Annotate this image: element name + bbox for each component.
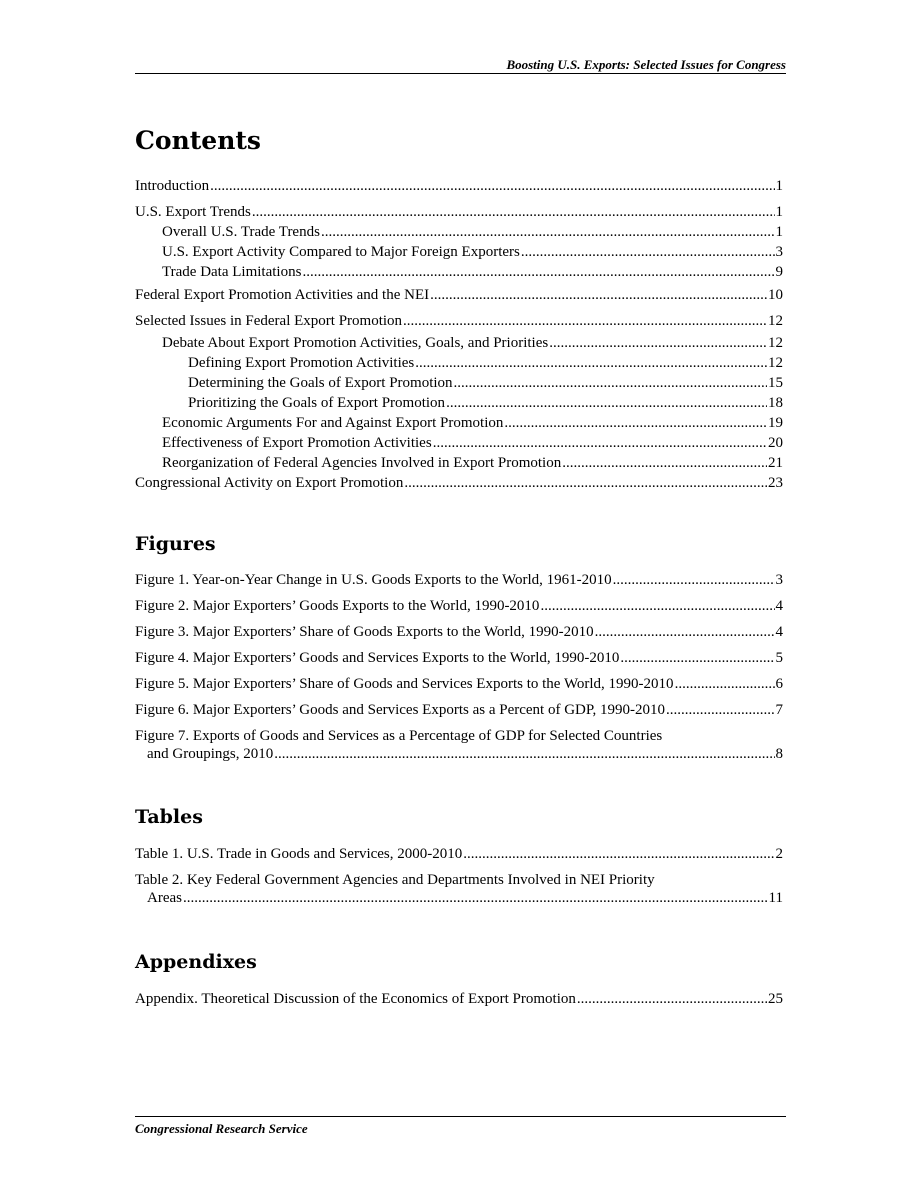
toc-entry[interactable] — [135, 286, 783, 304]
toc-entry-title: Defining Export Promotion Activities — [188, 355, 415, 371]
tables-title: Tables — [135, 806, 203, 828]
leader-dots — [504, 414, 767, 432]
leader-dots — [675, 675, 775, 693]
contents-title: Contents — [135, 126, 262, 155]
toc-entry-page: 20 — [768, 435, 783, 451]
appendix-entry[interactable] — [135, 990, 783, 1008]
toc-entry-page: 19 — [768, 415, 783, 431]
figure-entry-title: Figure 2. Major Exporters’ Goods Exports to the World, 1990-2010 — [135, 598, 540, 614]
figure-entry[interactable] — [135, 649, 783, 667]
toc-entry[interactable] — [135, 354, 783, 372]
toc-entry-page: 1 — [775, 204, 783, 220]
figure-entry-page: 6 — [775, 676, 783, 692]
figure-entry-page: 8 — [775, 746, 783, 762]
leader-dots — [463, 845, 774, 863]
figures-list — [135, 571, 783, 763]
toc-entry-title: Selected Issues in Federal Export Promotion — [135, 313, 403, 329]
leader-dots — [433, 434, 767, 452]
figure-entry-title: Figure 6. Major Exporters’ Goods and Services Exports as a Percent of GDP, 1990-2010 — [135, 702, 666, 718]
leader-dots — [620, 649, 774, 667]
leader-dots — [274, 745, 774, 763]
toc-entry-title: U.S. Export Trends — [135, 204, 251, 220]
toc-entry-title: Reorganization of Federal Agencies Involved in Export Promotion — [162, 455, 562, 471]
toc-entry-title: Prioritizing the Goals of Export Promotion — [188, 395, 446, 411]
figure-entry-title: Figure 4. Major Exporters’ Goods and Services Exports to the World, 1990-2010 — [135, 650, 620, 666]
leader-dots — [549, 334, 767, 352]
toc-entry-title: Economic Arguments For and Against Export Promotion — [162, 415, 504, 431]
figure-entry-page: 5 — [775, 650, 783, 666]
leader-dots — [430, 286, 767, 304]
toc-entry[interactable] — [135, 474, 783, 492]
leader-dots — [613, 571, 775, 589]
toc-entry-page: 15 — [768, 375, 783, 391]
toc-entry-page: 12 — [768, 313, 783, 329]
leader-dots — [403, 312, 767, 330]
leader-dots — [446, 394, 767, 412]
leader-dots — [210, 177, 774, 195]
appendixes-title: Appendixes — [135, 951, 257, 973]
figure-entry-title-line2: and Groupings, 2010 — [147, 746, 274, 762]
leader-dots — [521, 243, 775, 261]
toc-entry[interactable] — [135, 414, 783, 432]
toc-entry-title: Federal Export Promotion Activities and the NEI — [135, 287, 430, 303]
table-entry-title-line1: Table 2. Key Federal Government Agencies and Departments Involved in NEI Priority — [135, 872, 655, 888]
figure-entry[interactable] — [135, 701, 783, 719]
toc-entry[interactable] — [135, 454, 783, 472]
figure-entry-page: 4 — [775, 624, 783, 640]
figure-entry-page: 7 — [775, 702, 783, 718]
toc-entry-page: 18 — [768, 395, 783, 411]
figure-entry[interactable] — [135, 623, 783, 641]
toc-entry-page: 1 — [775, 224, 783, 240]
toc-entry-page: 10 — [768, 287, 783, 303]
toc-entry-title: Congressional Activity on Export Promotion — [135, 475, 404, 491]
toc-entry-page: 21 — [768, 455, 783, 471]
figure-entry-title: Figure 1. Year-on-Year Change in U.S. Goods Exports to the World, 1961-2010 — [135, 572, 612, 588]
toc-entry-title: Effectiveness of Export Promotion Activities — [162, 435, 432, 451]
figure-entry[interactable] — [135, 727, 783, 763]
leader-dots — [540, 597, 774, 615]
toc-entry-page: 1 — [775, 178, 783, 194]
figures-title: Figures — [135, 533, 216, 555]
toc-entry-title: Trade Data Limitations — [162, 264, 302, 280]
table-entry-title-line2: Areas — [147, 890, 182, 906]
toc-entry-title: Determining the Goals of Export Promotion — [188, 375, 453, 391]
tables-list — [135, 845, 783, 907]
toc-entry-page: 12 — [768, 335, 783, 351]
toc-entry[interactable] — [135, 394, 783, 412]
figure-entry[interactable] — [135, 597, 783, 615]
figure-entry-title-line1: Figure 7. Exports of Goods and Services as a Percentage of GDP for Selected Countries — [135, 728, 663, 744]
leader-dots — [415, 354, 767, 372]
toc-entry-page: 9 — [775, 264, 783, 280]
toc-entry[interactable] — [135, 203, 783, 221]
table-entry[interactable] — [135, 871, 783, 907]
appendixes-list — [135, 990, 783, 1008]
running-footer: Congressional Research Service — [135, 1121, 308, 1136]
figure-entry-title: Figure 3. Major Exporters’ Share of Goods Exports to the World, 1990-2010 — [135, 624, 594, 640]
toc-entry-title: U.S. Export Activity Compared to Major Foreign Exporters — [162, 244, 520, 260]
toc-entry[interactable] — [135, 263, 783, 281]
appendix-entry-page: 25 — [768, 991, 783, 1007]
figure-entry[interactable] — [135, 675, 783, 693]
toc-entry[interactable] — [135, 434, 783, 452]
leader-dots — [321, 223, 775, 241]
table-entry[interactable] — [135, 845, 783, 863]
leader-dots — [562, 454, 767, 472]
running-header: Boosting U.S. Exports: Selected Issues for Congress — [506, 57, 786, 72]
toc-entry[interactable] — [135, 223, 783, 241]
toc-entry-title: Overall U.S. Trade Trends — [162, 224, 320, 240]
toc-entry[interactable] — [135, 334, 783, 352]
footer-rule — [135, 1116, 786, 1117]
figure-entry[interactable] — [135, 571, 783, 589]
toc-entry[interactable] — [135, 177, 783, 195]
contents-list — [135, 177, 783, 492]
leader-dots — [454, 374, 767, 392]
toc-entry-page: 3 — [775, 244, 783, 260]
leader-dots — [404, 474, 767, 492]
appendix-entry-title: Appendix. Theoretical Discussion of the Economics of Export Promotion — [135, 991, 576, 1007]
figure-entry-page: 3 — [775, 572, 783, 588]
leader-dots — [666, 701, 774, 719]
toc-entry[interactable] — [135, 374, 783, 392]
leader-dots — [595, 623, 775, 641]
toc-entry-title: Introduction — [135, 178, 210, 194]
header-rule — [135, 73, 786, 74]
leader-dots — [302, 263, 774, 281]
leader-dots — [577, 990, 767, 1008]
table-entry-title: Table 1. U.S. Trade in Goods and Services, 2000-2010 — [135, 846, 463, 862]
table-entry-page: 11 — [768, 890, 783, 906]
table-entry-page: 2 — [775, 846, 783, 862]
toc-entry[interactable] — [135, 243, 783, 261]
leader-dots — [183, 889, 768, 907]
figure-entry-page: 4 — [775, 598, 783, 614]
toc-entry-page: 23 — [768, 475, 783, 491]
figure-entry-title: Figure 5. Major Exporters’ Share of Goods and Services Exports to the World, 1990-2010 — [135, 676, 674, 692]
leader-dots — [252, 203, 775, 221]
toc-entry-title: Debate About Export Promotion Activities, Goals, and Priorities — [162, 335, 549, 351]
toc-entry[interactable] — [135, 312, 783, 330]
toc-entry-page: 12 — [768, 355, 783, 371]
